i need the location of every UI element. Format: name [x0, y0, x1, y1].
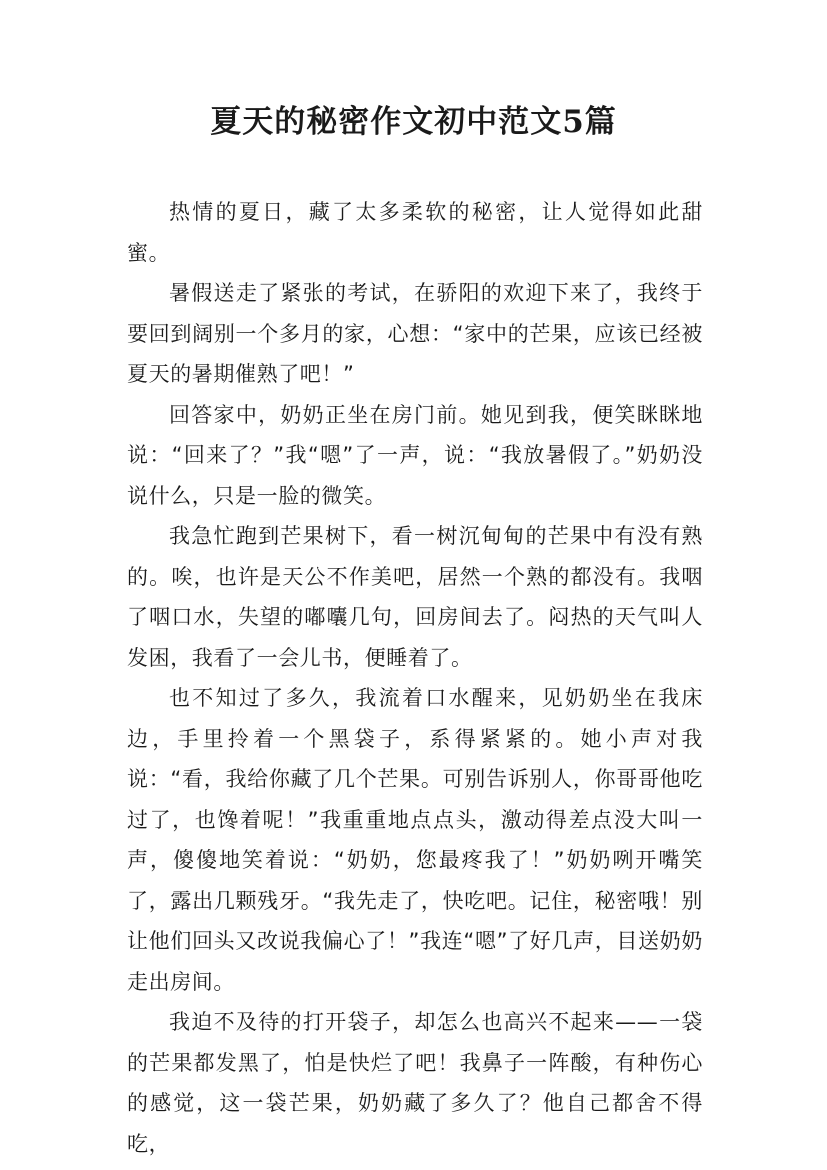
paragraph: 也不知过了多久，我流着口水醒来，见奶奶坐在我床边，手里拎着一个黑袋子，系得紧紧的。她小声对我说：“看，我给你藏了几个芒果。可别告诉别人，你哥哥他吃过了，也馋着呢！”我重重地点点头，激动得差点没大叫一声，傻傻地笑着说：“奶奶，您最疼我了！”奶奶咧开嘴笑了，露出几颗残牙。“我先走了，快吃吧。记住，秘密哦！别让他们回头又改说我偏心了！”我连“嗯”了好几声，目送奶奶走出房间。 — [127, 686, 703, 994]
paragraph: 暑假送走了紧张的考试，在骄阳的欢迎下来了，我终于要回到阔别一个多月的家，心想：“家中的芒果，应该已经被夏天的暑期催熟了吧！” — [127, 281, 703, 386]
paragraph: 我急忙跑到芒果树下，看一树沉甸甸的芒果中有没有熟的。唉，也许是天公不作美吧，居然一个熟的都没有。我咽了咽口水，失望的嘟囔几句，回房间去了。闷热的天气叫人发困，我看了一会儿书，便睡着了。 — [127, 524, 703, 670]
document-title: 夏天的秘密作文初中范文5篇 — [210, 104, 617, 140]
paragraph: 热情的夏日，藏了太多柔软的秘密，让人觉得如此甜蜜。 — [127, 200, 703, 265]
paragraph: 我迫不及待的打开袋子，却怎么也高兴不起来——一袋的芒果都发黑了，怕是快烂了吧！我鼻子一阵酸，有种伤心的感觉，这一袋芒果，奶奶藏了多久了？他自己都舍不得吃， — [127, 1010, 703, 1156]
paragraph: 回答家中，奶奶正坐在房门前。她见到我，便笑眯眯地说：“回来了？”我“嗯”了一声，说：“我放暑假了。”奶奶没说什么，只是一脸的微笑。 — [127, 402, 703, 508]
document-body — [127, 192, 703, 1164]
